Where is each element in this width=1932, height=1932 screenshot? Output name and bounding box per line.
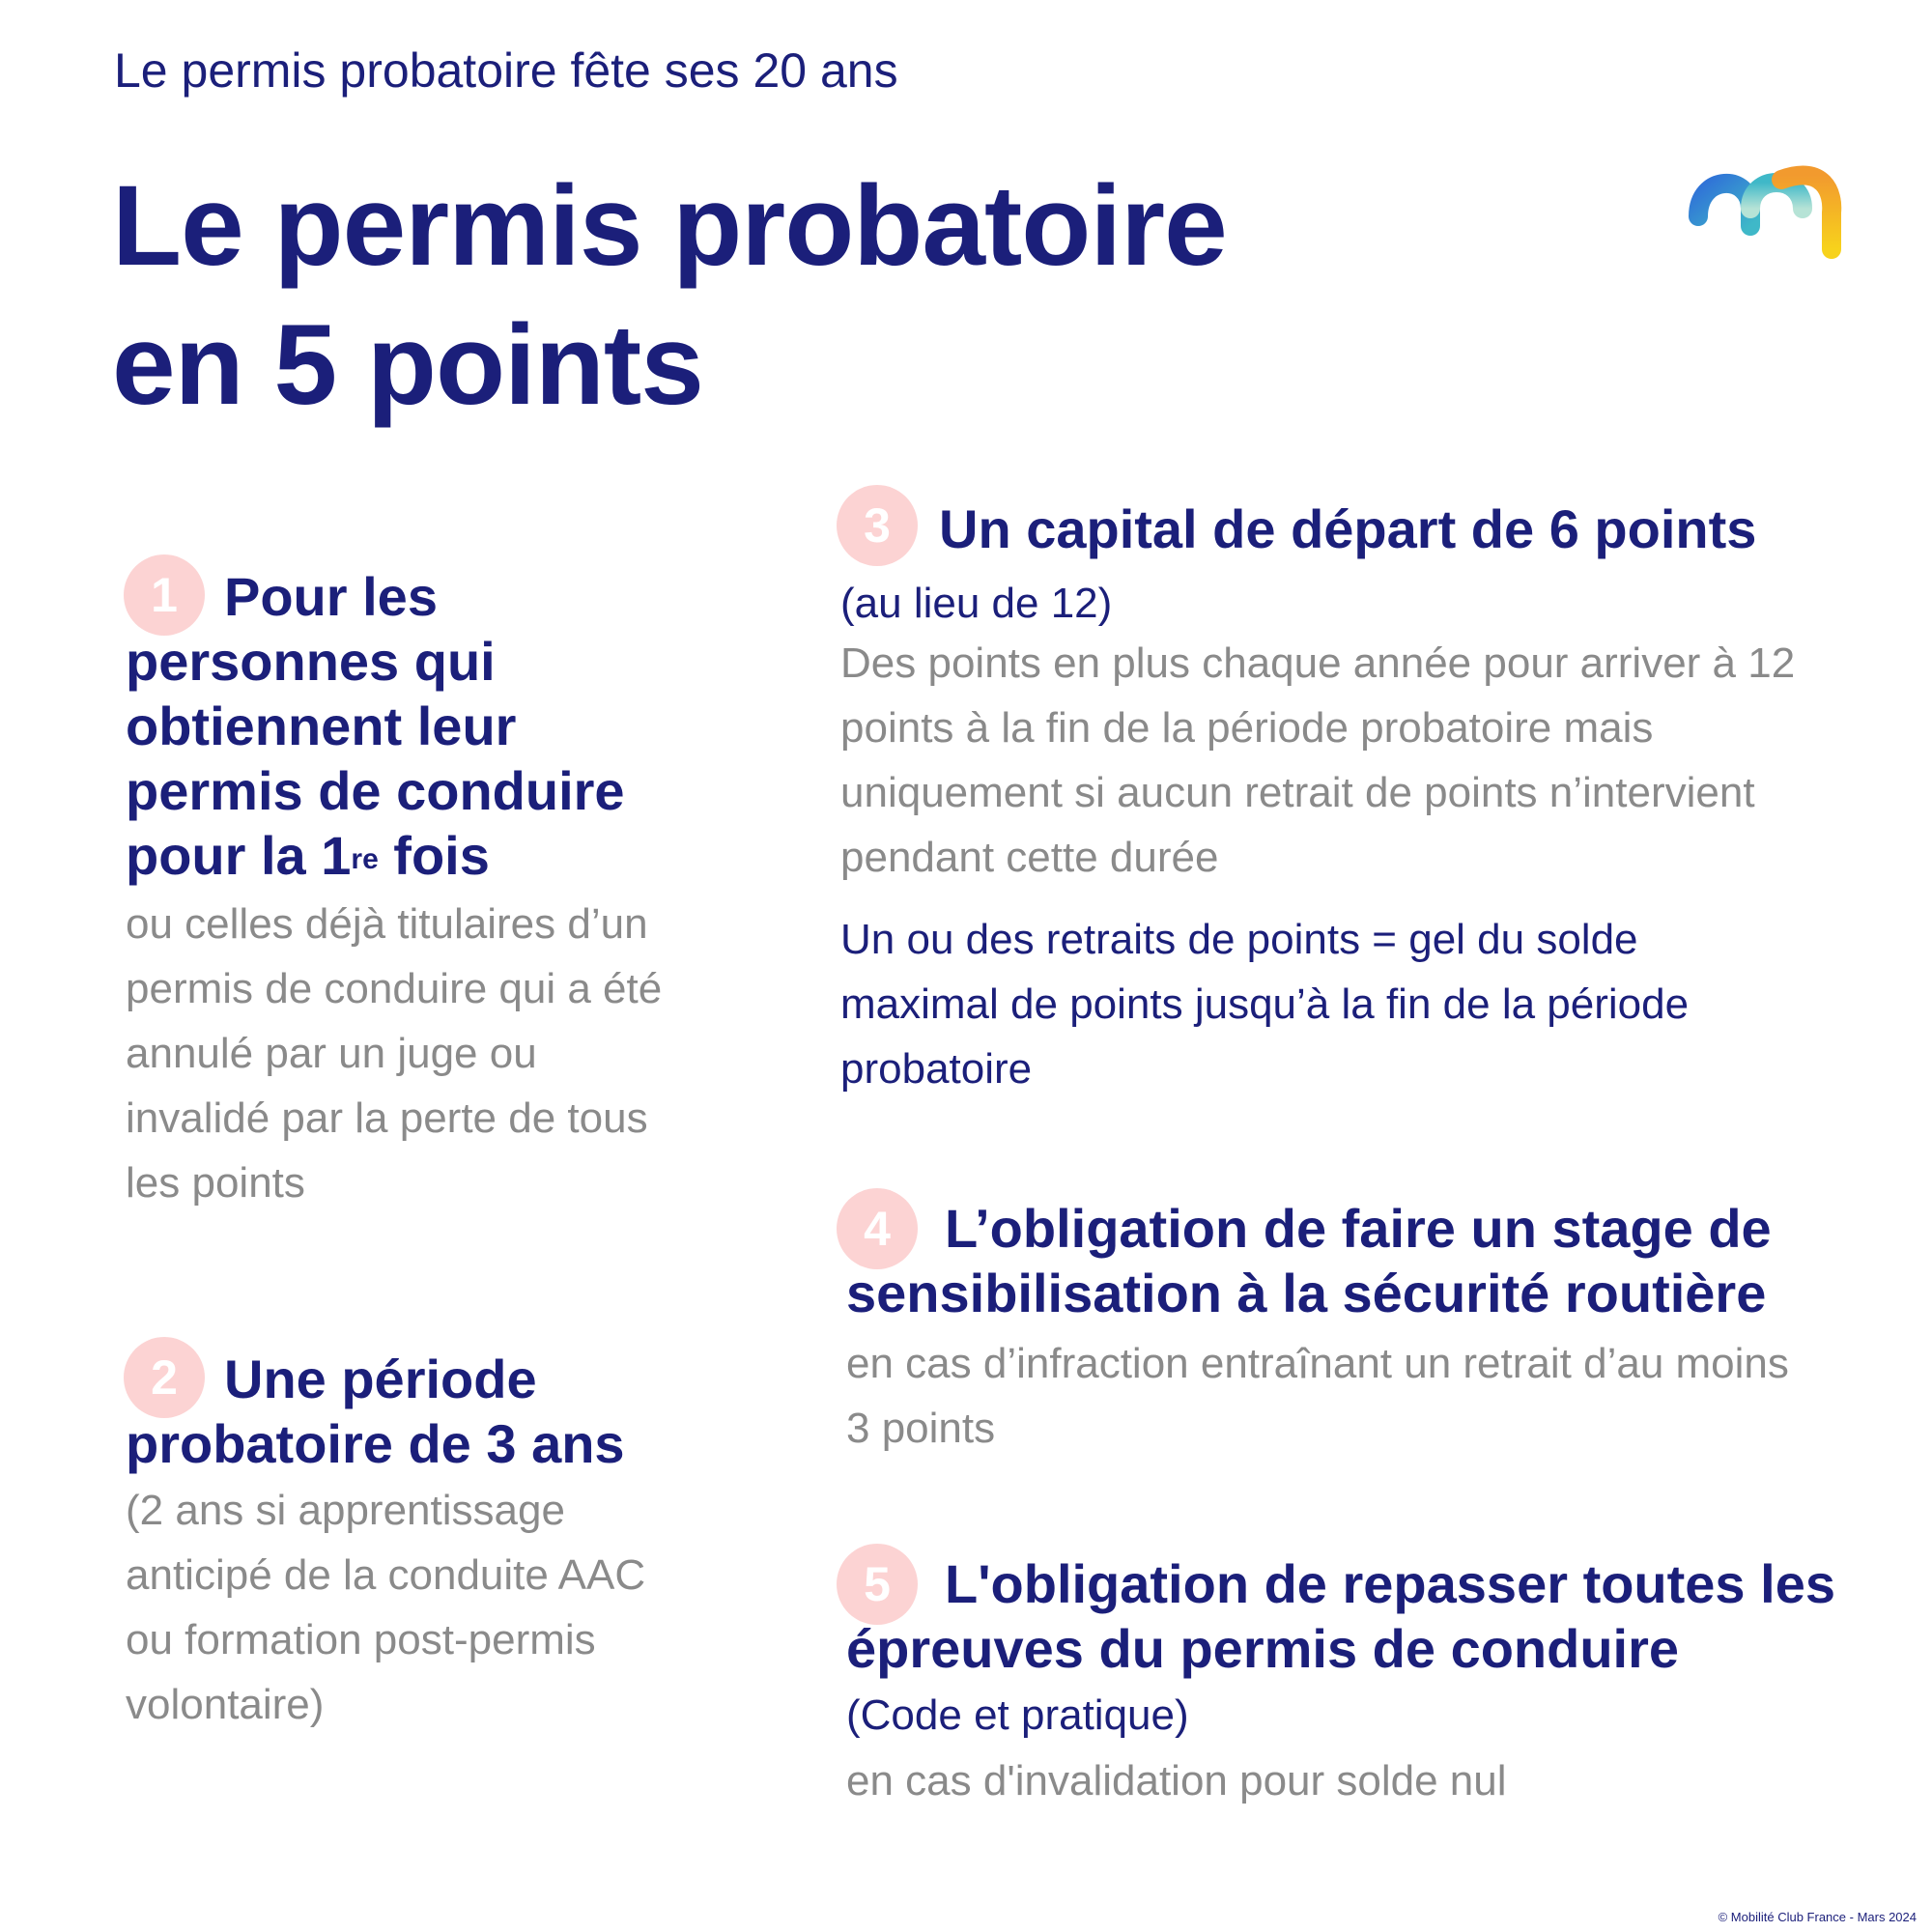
point-1-description: ou celles déjà titulaires d’un permis de conduire qui a été annulé par un juge ou invalidé par la perte de tous les points bbox=[126, 900, 663, 1207]
point-number-badge: 2 bbox=[124, 1337, 205, 1418]
point-3-heading bbox=[840, 497, 1787, 636]
point-3-description: Des points en plus chaque année pour arriver à 12 points à la fin de la période probatoire mais uniquement si aucun retrait de points n’intervient pendant cette durée bbox=[840, 639, 1796, 881]
point-number-badge: 3 bbox=[837, 485, 918, 566]
point-2-description: (2 ans si apprentissage anticipé de la conduite AAC ou formation post-permis volontaire) bbox=[126, 1487, 646, 1728]
point-3-heading-text: Un capital de départ de 6 points bbox=[939, 498, 1757, 559]
point-4-description: en cas d’infraction entraînant un retrait d’au moins 3 points bbox=[846, 1340, 1789, 1452]
point-2-heading: Une période probatoire de 3 ans bbox=[126, 1349, 625, 1474]
copyright-footer: © Mobilité Club France - Mars 2024 bbox=[1718, 1910, 1917, 1924]
point-5-heading: L'obligation de repasser toutes les épreuves du permis de conduire bbox=[846, 1553, 1835, 1679]
page-kicker: Le permis probatoire fête ses 20 ans bbox=[114, 43, 898, 98]
page-title bbox=[112, 156, 1227, 435]
point-1-heading-end: fois bbox=[378, 825, 490, 886]
point-1-heading-text: Pour les personnes qui obtiennent leur permis de conduire pour la 1 bbox=[126, 566, 625, 886]
point-1-heading-superscript: re bbox=[351, 843, 379, 875]
mobilite-club-logo-icon bbox=[1689, 155, 1843, 259]
point-5-note: (Code et pratique) bbox=[846, 1691, 1189, 1739]
point-3-heading-note: (au lieu de 12) bbox=[840, 580, 1113, 627]
point-number-badge: 5 bbox=[837, 1544, 918, 1625]
point-4-heading: L’obligation de faire un stage de sensibilisation à la sécurité routière bbox=[846, 1198, 1772, 1323]
point-3-highlight: Un ou des retraits de points = gel du solde maximal de points jusqu’à la fin de la période probatoire bbox=[840, 916, 1690, 1093]
page-title-line-1: Le permis probatoire bbox=[112, 162, 1227, 290]
point-5-description: en cas d'invalidation pour solde nul bbox=[846, 1757, 1507, 1804]
point-1-heading bbox=[126, 564, 686, 888]
page-title-line-2: en 5 points bbox=[112, 301, 703, 429]
point-number-badge: 1 bbox=[124, 554, 205, 636]
point-number-badge: 4 bbox=[837, 1188, 918, 1269]
